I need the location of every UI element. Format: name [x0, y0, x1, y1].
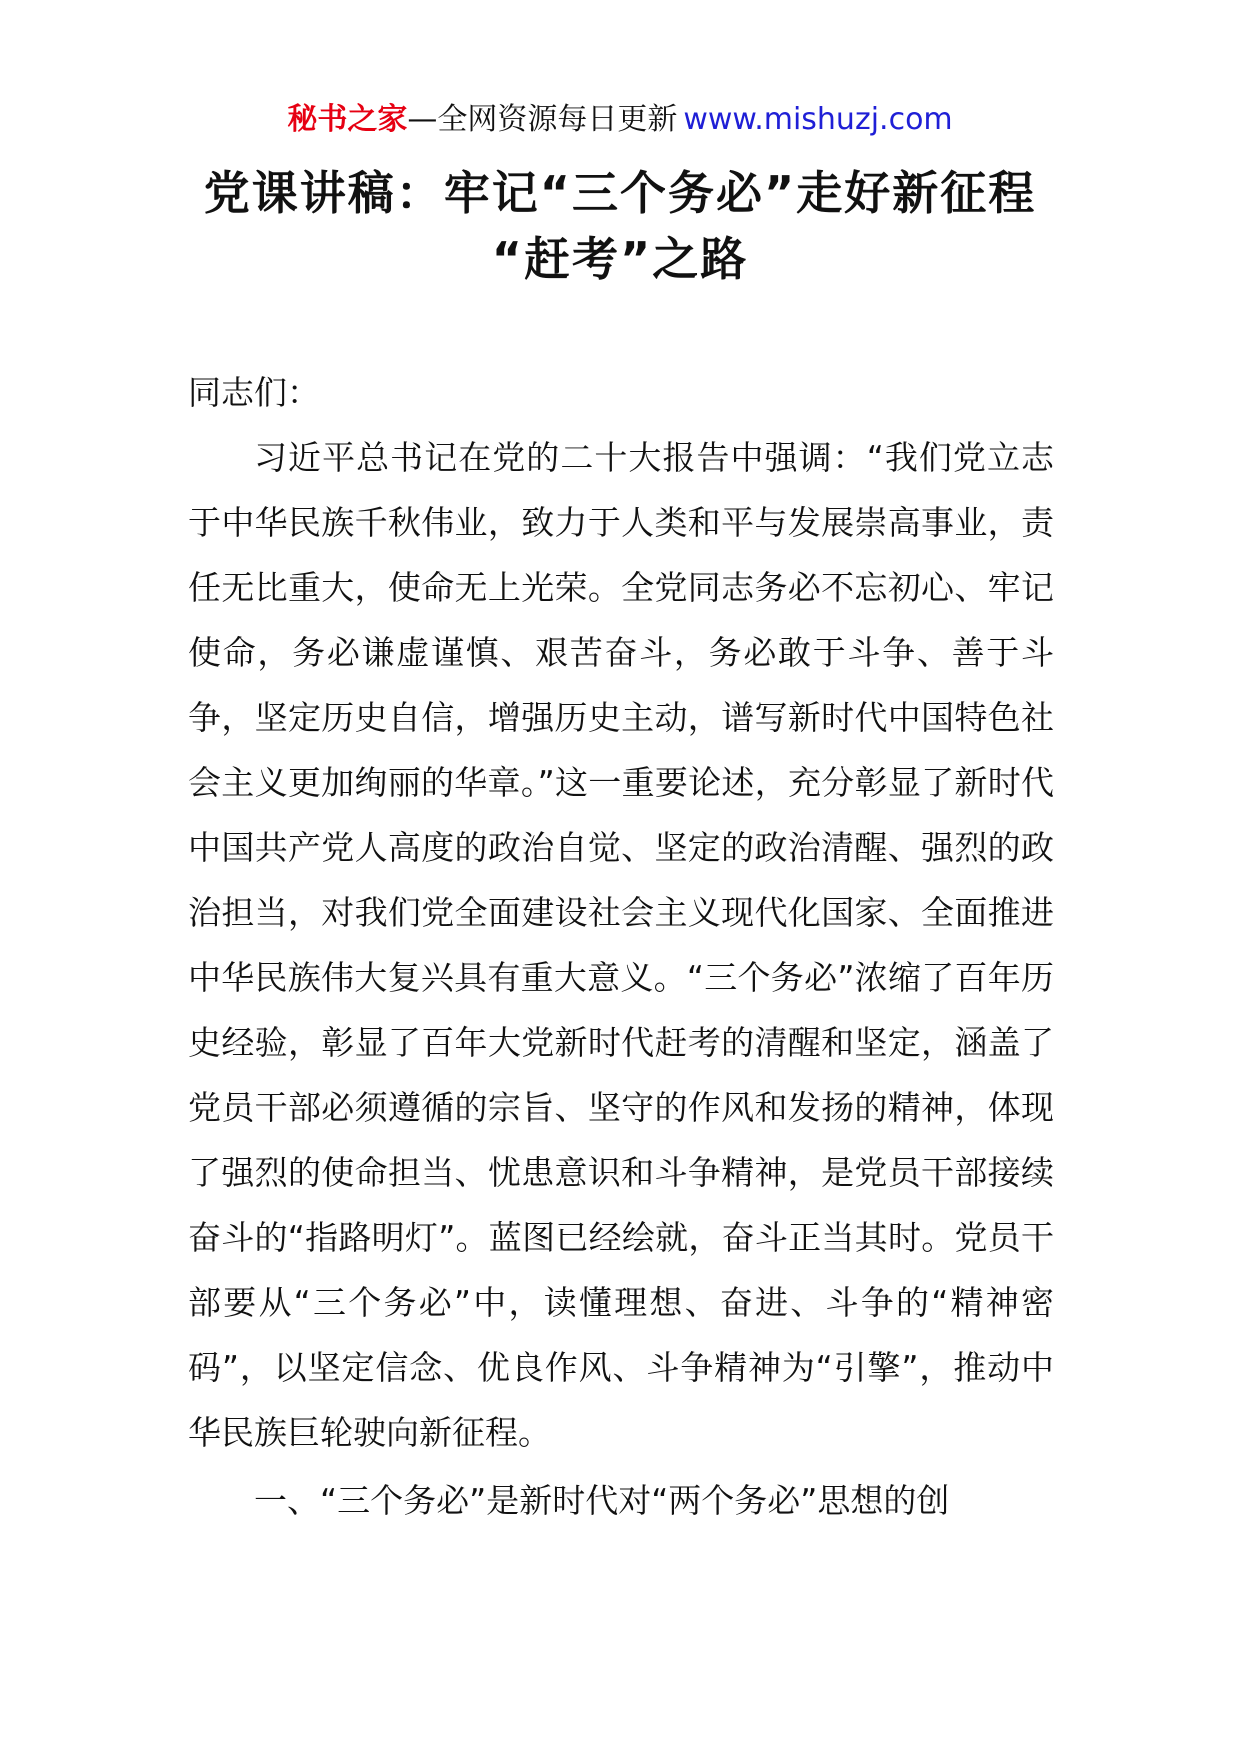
site-tagline: —全网资源每日更新 — [407, 102, 678, 137]
title-line-1: 党课讲稿：牢记“三个务必”走好新征程 — [203, 166, 1037, 220]
body-paragraph: 习近平总书记在党的二十大报告中强调：“我们党立志于中华民族千秋伟业，致力于人类和平与发展崇高事业，责任无比重大，使命无上光荣。全党同志务必不忘初心、牢记使命，务必谦虚谨慎、艰苦奋斗，务必敢于斗争、善于斗争，坚定历史自信，增强历史主动，谱写新时代中国特色社会主义更加绚丽的华章。”这一重要论述，充分彰显了新时代中国共产党人高度的政治自觉、坚定的政治清醒、强烈的政治担当，对我们党全面建设社会主义现代化国家、全面推进中华民族伟大复兴具有重大意义。“三个务必”浓缩了百年历史经验，彰显了百年大党新时代赶考的清醒和坚定，涵盖了党员干部必须遵循的宗旨、坚守的作风和发扬的精神，体现了强烈的使命担当、忧患意识和斗争精神，是党员干部接续奋斗的“指路明灯”。蓝图已经绘就，奋斗正当其时。党员干部要从“三个务必”中，读懂理想、奋进、斗争的“精神密码”，以坚定信念、优良作风、斗争精神为“引擎”，推动中华民族巨轮驶向新征程。 — [188, 438, 1054, 1452]
salutation: 同志们： — [188, 373, 320, 412]
document-title — [130, 160, 1110, 292]
brand-name: 秘书之家 — [287, 102, 408, 137]
site-url[interactable]: www.mishuzj.com — [683, 102, 953, 137]
section-heading: 一、“三个务必”是新时代对“两个务必”思想的创 — [254, 1481, 950, 1520]
site-header — [0, 98, 1240, 142]
document-body — [188, 360, 1054, 1533]
title-line-2: “赶考”之路 — [491, 232, 749, 286]
